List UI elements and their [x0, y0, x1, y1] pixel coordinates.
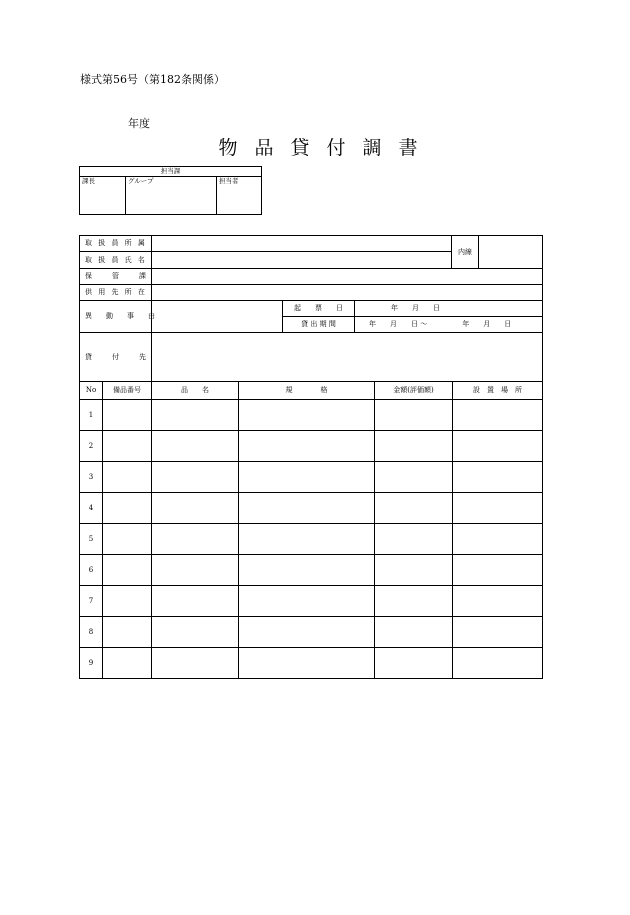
item-name-cell[interactable] [152, 648, 239, 679]
col-header-location: 設 置 場 所 [453, 382, 543, 400]
amount-cell[interactable] [375, 493, 453, 524]
title-char: 付 [326, 137, 346, 159]
col-header-amount: 金額(評価額) [375, 382, 453, 400]
table-row [80, 462, 543, 493]
equipment-number-cell[interactable] [103, 555, 152, 586]
document-title [210, 133, 426, 160]
specification-cell[interactable] [239, 555, 375, 586]
user-location-label: 供 用 先 所 在 [80, 285, 152, 301]
table-row [80, 586, 543, 617]
title-char: 書 [398, 137, 418, 159]
location-cell[interactable] [453, 648, 543, 679]
row-number: 4 [80, 493, 103, 524]
item-name-cell[interactable] [152, 617, 239, 648]
amount-cell[interactable] [375, 524, 453, 555]
specification-cell[interactable] [239, 648, 375, 679]
stamp-label: 課長 [82, 177, 95, 185]
equipment-number-cell[interactable] [103, 462, 152, 493]
amount-cell[interactable] [375, 462, 453, 493]
row-number: 6 [80, 555, 103, 586]
item-name-cell[interactable] [152, 462, 239, 493]
fiscal-year-label: 年度 [128, 117, 150, 130]
handler-dept-field[interactable] [152, 236, 452, 252]
table-row [80, 648, 543, 679]
title-char: 調 [362, 137, 382, 159]
specification-cell[interactable] [239, 431, 375, 462]
extension-field[interactable] [479, 236, 543, 269]
amount-cell[interactable] [375, 431, 453, 462]
user-location-field[interactable] [152, 285, 543, 301]
item-name-cell[interactable] [152, 555, 239, 586]
equipment-number-cell[interactable] [103, 493, 152, 524]
equipment-number-cell[interactable] [103, 586, 152, 617]
table-row [80, 555, 543, 586]
equipment-number-cell[interactable] [103, 648, 152, 679]
title-char: 物 [218, 137, 238, 159]
stamp-label: 担当者 [219, 177, 239, 185]
location-cell[interactable] [453, 586, 543, 617]
approval-stamp-box [79, 166, 262, 215]
specification-cell[interactable] [239, 586, 375, 617]
handler-dept-label: 取 扱 員 所 属 [80, 236, 152, 252]
item-name-cell[interactable] [152, 524, 239, 555]
row-number: 8 [80, 617, 103, 648]
extension-label: 内線 [452, 236, 479, 269]
draft-date-field[interactable]: 年 月 日 [355, 301, 543, 317]
location-cell[interactable] [453, 462, 543, 493]
table-row [80, 400, 543, 431]
amount-cell[interactable] [375, 617, 453, 648]
row-number: 9 [80, 648, 103, 679]
form-number: 様式第56号（第182条関係） [80, 73, 225, 86]
row-number: 5 [80, 524, 103, 555]
stamp-label: グループ [128, 177, 154, 185]
location-cell[interactable] [453, 400, 543, 431]
table-row [80, 524, 543, 555]
row-number: 7 [80, 586, 103, 617]
col-header-specification: 規 格 [239, 382, 375, 400]
change-reason-field[interactable] [152, 301, 283, 333]
specification-cell[interactable] [239, 493, 375, 524]
col-header-equipment-number: 備品番号 [103, 382, 152, 400]
handler-name-field[interactable] [152, 252, 452, 269]
lend-to-field[interactable] [152, 333, 543, 382]
location-cell[interactable] [453, 617, 543, 648]
col-header-item-name: 品 名 [152, 382, 239, 400]
amount-cell[interactable] [375, 586, 453, 617]
item-name-cell[interactable] [152, 493, 239, 524]
specification-cell[interactable] [239, 524, 375, 555]
lend-to-label: 貸 付 先 [80, 333, 152, 382]
loan-period-label: 貸 出 期 間 [283, 317, 355, 333]
amount-cell[interactable] [375, 400, 453, 431]
col-header-no: No [80, 382, 103, 400]
items-table [79, 381, 543, 679]
equipment-number-cell[interactable] [103, 617, 152, 648]
draft-date-label: 起 票 日 [283, 301, 355, 317]
loan-info-table [79, 235, 543, 382]
specification-cell[interactable] [239, 617, 375, 648]
stamp-cell-group[interactable] [126, 177, 217, 215]
table-row [80, 617, 543, 648]
stamp-section-label: 担当課 [80, 167, 262, 177]
equipment-number-cell[interactable] [103, 400, 152, 431]
change-reason-label: 異 動 事 由 [80, 301, 152, 333]
amount-cell[interactable] [375, 648, 453, 679]
stamp-cell-section-chief[interactable] [80, 177, 126, 215]
table-row [80, 431, 543, 462]
specification-cell[interactable] [239, 400, 375, 431]
location-cell[interactable] [453, 555, 543, 586]
equipment-number-cell[interactable] [103, 431, 152, 462]
item-name-cell[interactable] [152, 400, 239, 431]
handler-name-label: 取 扱 員 氏 名 [80, 252, 152, 269]
location-cell[interactable] [453, 493, 543, 524]
title-char: 品 [254, 137, 274, 159]
title-char: 貸 [290, 137, 310, 159]
storage-dept-label: 保 管 課 [80, 269, 152, 285]
loan-period-field[interactable]: 年 月 日 〜 年 月 日 [355, 317, 543, 333]
item-name-cell[interactable] [152, 586, 239, 617]
amount-cell[interactable] [375, 555, 453, 586]
table-row [80, 493, 543, 524]
storage-dept-field[interactable] [152, 269, 543, 285]
row-number: 2 [80, 431, 103, 462]
equipment-number-cell[interactable] [103, 524, 152, 555]
stamp-cell-person-in-charge[interactable] [217, 177, 262, 215]
location-cell[interactable] [453, 431, 543, 462]
item-name-cell[interactable] [152, 431, 239, 462]
row-number: 3 [80, 462, 103, 493]
location-cell[interactable] [453, 524, 543, 555]
row-number: 1 [80, 400, 103, 431]
specification-cell[interactable] [239, 462, 375, 493]
